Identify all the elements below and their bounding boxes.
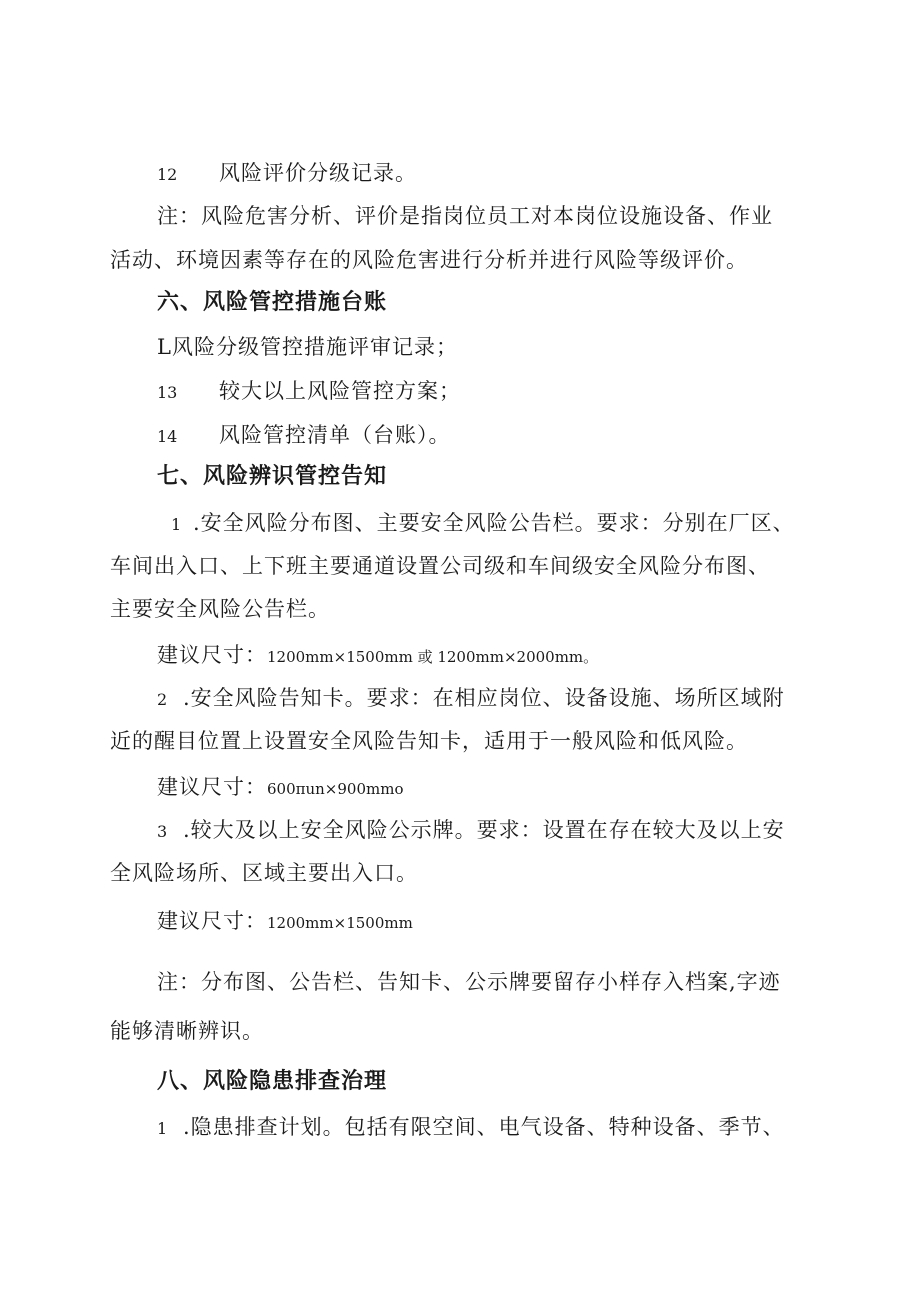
item-text: 风险评价分级记录。	[219, 161, 417, 185]
list-item-l: L风险分级管控措施评审记录；	[157, 335, 458, 359]
size-label: 建议尺寸：	[157, 909, 267, 933]
size-label: 建议尺寸：	[157, 775, 267, 799]
size-value: 600πun×900mmo	[267, 780, 404, 798]
size-suggestion-1	[157, 640, 598, 672]
item-number: 14	[157, 427, 178, 446]
list-item-12	[157, 158, 417, 190]
item-number: 13	[157, 383, 178, 402]
item-number: 1	[157, 1119, 168, 1138]
size-label: 建议尺寸：	[157, 643, 267, 667]
size-suggestion-3	[157, 906, 413, 938]
item-number: 2	[157, 690, 168, 709]
paragraph-3-line-1	[157, 815, 785, 847]
section-heading-6: 六、风险管控措施台账	[157, 290, 388, 315]
item-number: 12	[157, 165, 178, 184]
paragraph-1-line-3: 主要安全风险公告栏。	[110, 597, 330, 621]
size-value: 1200mm×1500mm	[267, 914, 413, 932]
note-line-1: 注：风险危害分析、评价是指岗位员工对本岗位设施设备、作业	[157, 204, 773, 228]
paragraph-8-1-line-1	[157, 1112, 785, 1144]
paragraph-text: .较大及以上安全风险公示牌。要求：设置在存在较大及以上安	[183, 818, 785, 842]
section-heading-7: 七、风险辨识管控告知	[157, 464, 388, 489]
item-text: 风险管控清单（台账）。	[219, 423, 451, 447]
section-heading-8: 八、风险隐患排查治理	[157, 1069, 388, 1094]
paragraph-3-line-2: 全风险场所、区域主要出入口。	[110, 861, 418, 885]
item-text: 较大以上风险管控方案；	[219, 379, 461, 403]
item-number: 1	[171, 515, 182, 534]
paragraph-text: .安全风险分布图、主要安全风险公告栏。要求：分别在厂区、	[193, 511, 795, 535]
list-item-14	[157, 420, 451, 452]
size-suggestion-2	[157, 772, 404, 804]
paragraph-text: .安全风险告知卡。要求：在相应岗位、设备设施、场所区域附	[183, 686, 785, 710]
item-number: 3	[157, 822, 168, 841]
list-item-13	[157, 376, 461, 408]
note-line-2: 活动、环境因素等存在的风险危害进行分析并进行风险等级评价。	[110, 248, 748, 272]
paragraph-1-line-2: 车间出入口、上下班主要通道设置公司级和车间级安全风险分布图、	[110, 554, 770, 578]
note-2-line-2: 能够清晰辨识。	[110, 1019, 264, 1043]
paragraph-2-line-1	[157, 683, 785, 715]
paragraph-1-line-1	[171, 508, 795, 540]
paragraph-2-line-2: 近的醒目位置上设置安全风险告知卡，适用于一般风险和低风险。	[110, 729, 748, 753]
size-value: 1200mm×1500mm 或 1200mm×2000mm。	[267, 648, 599, 666]
paragraph-text: .隐患排查计划。包括有限空间、电气设备、特种设备、季节、	[183, 1115, 785, 1139]
note-2-line-1: 注：分布图、公告栏、告知卡、公示牌要留存小样存入档案,字迹	[157, 970, 781, 994]
